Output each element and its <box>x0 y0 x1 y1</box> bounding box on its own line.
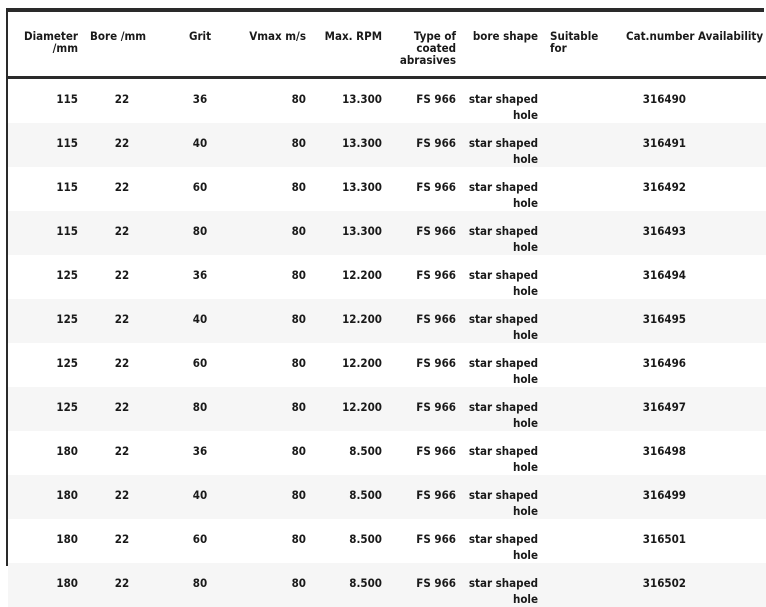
cell-grit: 36 <box>160 431 240 475</box>
cell-bore: 22 <box>84 211 160 255</box>
cell-type: FS 966 <box>388 387 462 431</box>
cell-shape: star shaped hole <box>462 563 544 607</box>
cell-diameter: 115 <box>8 123 84 167</box>
cell-rpm: 8.500 <box>312 431 388 475</box>
header-row <box>8 12 766 78</box>
cell-avail <box>692 431 766 475</box>
cell-cat: 316493 <box>620 211 692 255</box>
cell-grit: 80 <box>160 563 240 607</box>
cell-avail <box>692 475 766 519</box>
table-header <box>8 12 766 78</box>
cell-shape: star shaped hole <box>462 255 544 299</box>
cell-grit: 40 <box>160 123 240 167</box>
table-row[interactable] <box>8 255 766 299</box>
cell-diameter: 180 <box>8 431 84 475</box>
cell-suitable <box>544 387 620 431</box>
cell-rpm: 13.300 <box>312 123 388 167</box>
cell-vmax: 80 <box>240 343 312 387</box>
cell-avail <box>692 211 766 255</box>
cell-bore: 22 <box>84 167 160 211</box>
cell-shape: star shaped hole <box>462 475 544 519</box>
cell-vmax: 80 <box>240 211 312 255</box>
cell-bore: 22 <box>84 475 160 519</box>
col-header-grit[interactable]: Grit <box>160 12 240 78</box>
cell-avail <box>692 78 766 124</box>
cell-grit: 40 <box>160 475 240 519</box>
cell-bore: 22 <box>84 343 160 387</box>
col-header-vmax[interactable]: Vmax m/s <box>240 12 312 78</box>
cell-rpm: 8.500 <box>312 519 388 563</box>
col-header-availability[interactable]: Availability <box>692 12 766 78</box>
cell-diameter: 115 <box>8 167 84 211</box>
cell-vmax: 80 <box>240 563 312 607</box>
table-body <box>8 78 766 607</box>
cell-avail <box>692 387 766 431</box>
cell-type: FS 966 <box>388 343 462 387</box>
cell-shape: star shaped hole <box>462 211 544 255</box>
cell-grit: 60 <box>160 519 240 563</box>
cell-suitable <box>544 475 620 519</box>
cell-type: FS 966 <box>388 255 462 299</box>
cell-bore: 22 <box>84 563 160 607</box>
cell-rpm: 13.300 <box>312 167 388 211</box>
cell-diameter: 125 <box>8 343 84 387</box>
cell-cat: 316492 <box>620 167 692 211</box>
col-header-diameter[interactable]: Diameter /mm <box>8 12 84 78</box>
cell-diameter: 115 <box>8 78 84 124</box>
cell-grit: 36 <box>160 78 240 124</box>
cell-cat: 316499 <box>620 475 692 519</box>
table-row[interactable] <box>8 343 766 387</box>
cell-avail <box>692 343 766 387</box>
cell-vmax: 80 <box>240 431 312 475</box>
col-header-suitable[interactable]: Suitable for <box>544 12 620 78</box>
cell-type: FS 966 <box>388 475 462 519</box>
cell-diameter: 180 <box>8 519 84 563</box>
cell-shape: star shaped hole <box>462 519 544 563</box>
cell-vmax: 80 <box>240 78 312 124</box>
cell-avail <box>692 167 766 211</box>
cell-cat: 316498 <box>620 431 692 475</box>
cell-rpm: 13.300 <box>312 211 388 255</box>
cell-vmax: 80 <box>240 387 312 431</box>
cell-vmax: 80 <box>240 299 312 343</box>
col-header-rpm[interactable]: Max. RPM <box>312 12 388 78</box>
cell-vmax: 80 <box>240 519 312 563</box>
product-table <box>8 12 766 607</box>
cell-grit: 40 <box>160 299 240 343</box>
cell-avail <box>692 563 766 607</box>
cell-rpm: 12.200 <box>312 343 388 387</box>
cell-shape: star shaped hole <box>462 343 544 387</box>
table-row[interactable] <box>8 519 766 563</box>
cell-suitable <box>544 563 620 607</box>
cell-vmax: 80 <box>240 475 312 519</box>
cell-type: FS 966 <box>388 78 462 124</box>
table-row[interactable] <box>8 387 766 431</box>
cell-suitable <box>544 78 620 124</box>
cell-diameter: 115 <box>8 211 84 255</box>
cell-type: FS 966 <box>388 431 462 475</box>
cell-suitable <box>544 211 620 255</box>
cell-bore: 22 <box>84 123 160 167</box>
cell-shape: star shaped hole <box>462 431 544 475</box>
col-header-cat-number[interactable]: Cat.number <box>620 12 692 78</box>
cell-avail <box>692 299 766 343</box>
cell-cat: 316502 <box>620 563 692 607</box>
cell-type: FS 966 <box>388 167 462 211</box>
cell-shape: star shaped hole <box>462 167 544 211</box>
cell-bore: 22 <box>84 387 160 431</box>
cell-rpm: 8.500 <box>312 475 388 519</box>
cell-cat: 316501 <box>620 519 692 563</box>
cell-shape: star shaped hole <box>462 123 544 167</box>
table-row[interactable] <box>8 123 766 167</box>
table-row[interactable] <box>8 563 766 607</box>
cell-cat: 316494 <box>620 255 692 299</box>
cell-suitable <box>544 519 620 563</box>
table-row[interactable] <box>8 475 766 519</box>
cell-shape: star shaped hole <box>462 78 544 124</box>
cell-grit: 36 <box>160 255 240 299</box>
cell-avail <box>692 123 766 167</box>
cell-diameter: 125 <box>8 255 84 299</box>
table-row[interactable] <box>8 431 766 475</box>
cell-cat: 316496 <box>620 343 692 387</box>
cell-suitable <box>544 167 620 211</box>
table-row[interactable] <box>8 78 766 124</box>
cell-rpm: 12.200 <box>312 299 388 343</box>
cell-shape: star shaped hole <box>462 387 544 431</box>
cell-suitable <box>544 123 620 167</box>
cell-type: FS 966 <box>388 299 462 343</box>
cell-vmax: 80 <box>240 255 312 299</box>
cell-cat: 316491 <box>620 123 692 167</box>
cell-diameter: 125 <box>8 387 84 431</box>
cell-grit: 60 <box>160 343 240 387</box>
table-row[interactable] <box>8 299 766 343</box>
cell-bore: 22 <box>84 299 160 343</box>
cell-type: FS 966 <box>388 563 462 607</box>
cell-rpm: 8.500 <box>312 563 388 607</box>
cell-vmax: 80 <box>240 167 312 211</box>
cell-rpm: 12.200 <box>312 387 388 431</box>
cell-bore: 22 <box>84 431 160 475</box>
col-header-bore[interactable]: Bore /mm <box>84 12 160 78</box>
table-row[interactable] <box>8 211 766 255</box>
cell-shape: star shaped hole <box>462 299 544 343</box>
cell-rpm: 12.200 <box>312 255 388 299</box>
cell-bore: 22 <box>84 519 160 563</box>
cell-cat: 316490 <box>620 78 692 124</box>
cell-type: FS 966 <box>388 519 462 563</box>
cell-grit: 80 <box>160 387 240 431</box>
table-row[interactable] <box>8 167 766 211</box>
cell-bore: 22 <box>84 255 160 299</box>
cell-diameter: 180 <box>8 475 84 519</box>
cell-bore: 22 <box>84 78 160 124</box>
cell-grit: 60 <box>160 167 240 211</box>
col-header-bore-shape[interactable]: bore shape <box>462 12 544 78</box>
cell-avail <box>692 519 766 563</box>
cell-vmax: 80 <box>240 123 312 167</box>
cell-suitable <box>544 431 620 475</box>
cell-rpm: 13.300 <box>312 78 388 124</box>
cell-diameter: 180 <box>8 563 84 607</box>
cell-grit: 80 <box>160 211 240 255</box>
col-header-type[interactable]: Type of coated abrasives <box>388 12 462 78</box>
cell-type: FS 966 <box>388 123 462 167</box>
cell-suitable <box>544 343 620 387</box>
cell-avail <box>692 255 766 299</box>
product-table-frame <box>6 8 764 566</box>
cell-suitable <box>544 299 620 343</box>
cell-diameter: 125 <box>8 299 84 343</box>
cell-type: FS 966 <box>388 211 462 255</box>
cell-cat: 316495 <box>620 299 692 343</box>
cell-suitable <box>544 255 620 299</box>
cell-cat: 316497 <box>620 387 692 431</box>
